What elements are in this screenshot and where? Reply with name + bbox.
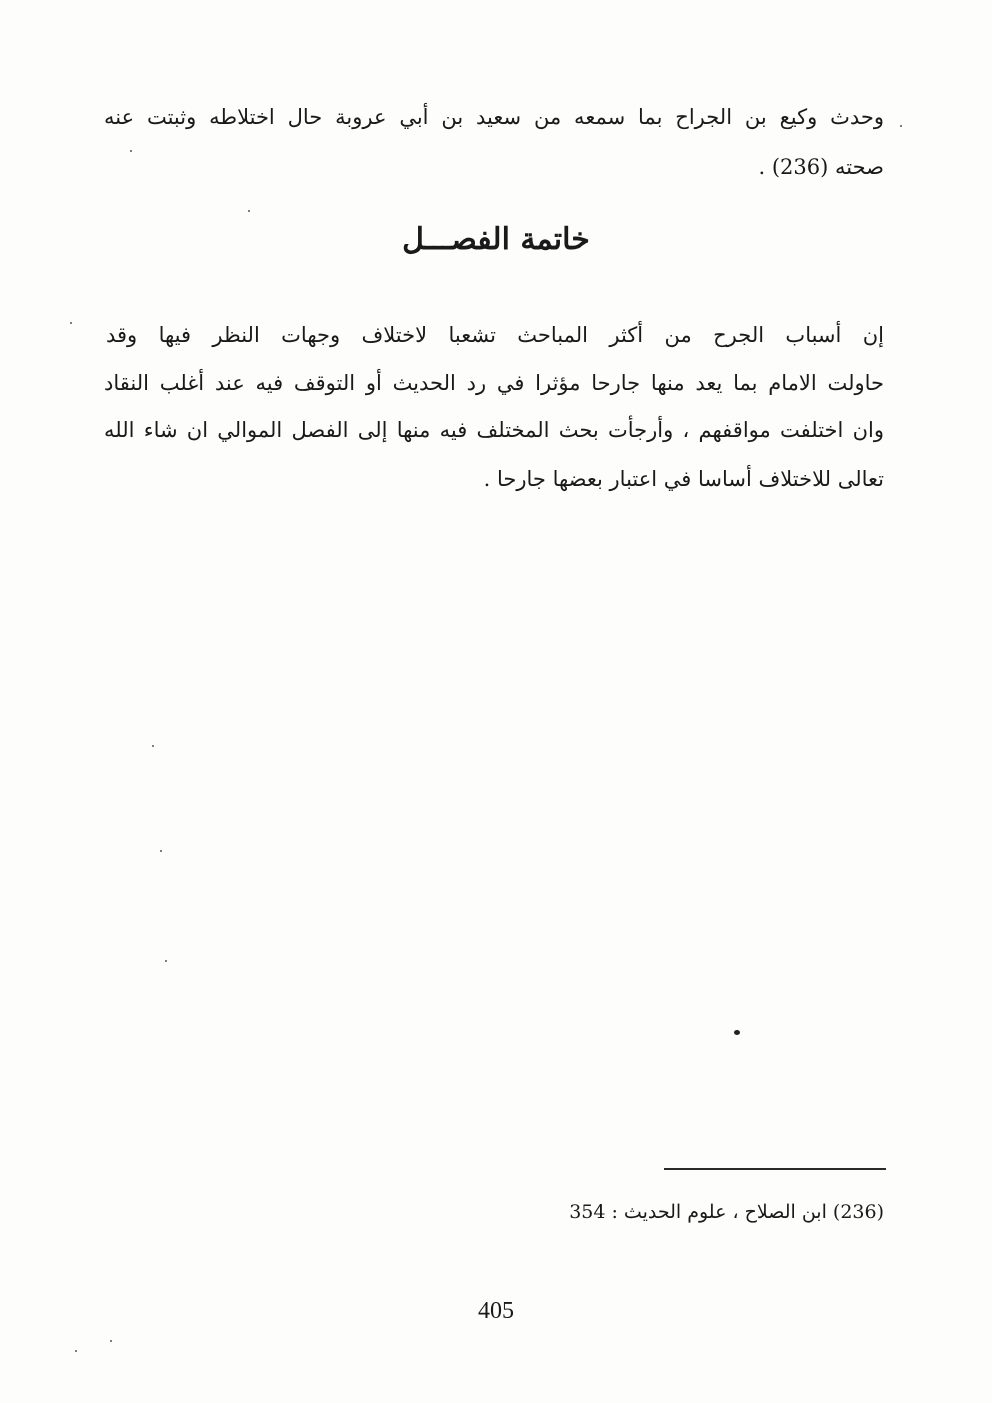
footnote-divider [664, 1168, 886, 1170]
page-number: 405 [478, 1298, 514, 1324]
scan-speck [110, 1340, 112, 1342]
footnote: (236) ابن الصلاح ، علوم الحديث : 354 [569, 1201, 884, 1223]
body-paragraph-line-3: وان اختلفت مواقفهم ، وأرجأت بحث المختلف فيه منها إلى الفصل الموالي ان شاء الله [104, 418, 884, 442]
scan-speck [248, 210, 250, 212]
top-paragraph-line-2: صحته (236) . [758, 155, 884, 179]
scan-speck [900, 125, 902, 127]
scan-speck [75, 1350, 77, 1352]
scan-speck [130, 150, 132, 152]
scan-speck [70, 322, 72, 324]
scan-speck [165, 960, 167, 962]
body-paragraph-line-2: حاولت الامام بما يعد منها جارحا مؤثرا في رد الحديث أو التوقف فيه عند أغلب النقاد [104, 371, 884, 395]
scan-speck [152, 745, 154, 747]
scan-speck [734, 1030, 740, 1035]
body-paragraph-line-4: تعالى للاختلاف أساسا في اعتبار بعضها جارحا . [483, 467, 884, 491]
scan-speck [160, 850, 162, 852]
body-paragraph-line-1: إن أسباب الجرح من أكثر المباحث تشعبا لاختلاف وجهات النظر فيها وقد [106, 323, 884, 347]
top-paragraph-line-1: وحدث وكيع بن الجراح بما سمعه من سعيد بن أبي عروبة حال اختلاطه وثبتت عنه [104, 105, 884, 129]
section-heading: خاتمة الفصـــل [402, 222, 590, 257]
